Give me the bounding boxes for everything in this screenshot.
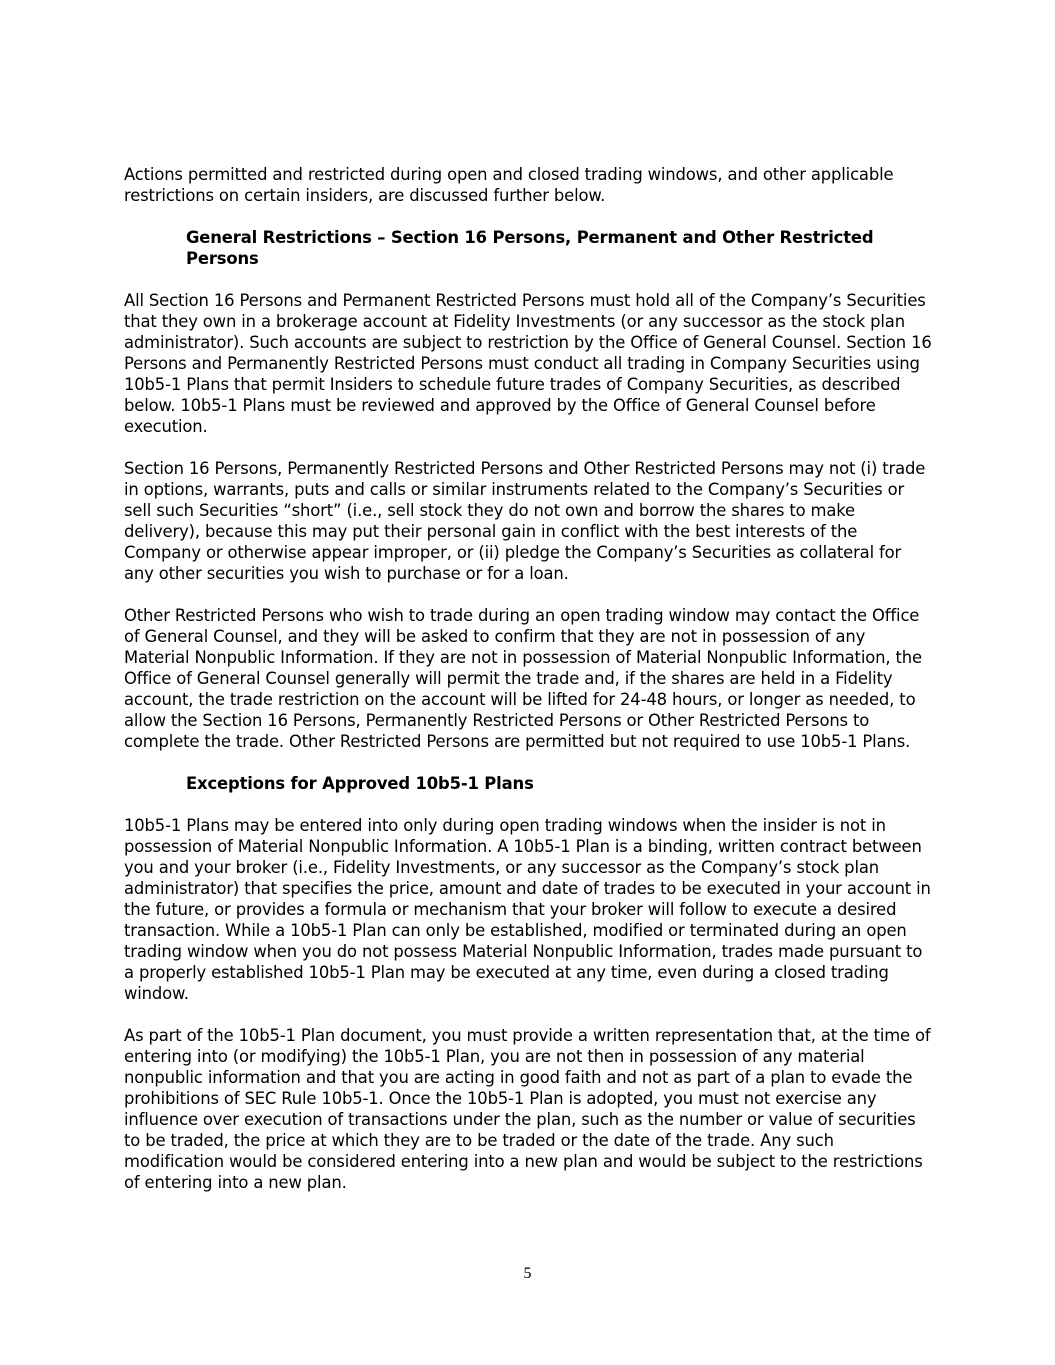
page-number: 5 bbox=[523, 1265, 532, 1282]
paragraph-brokerage-account: All Section 16 Persons and Permanent Restricted Persons must hold all of the Company’s Securities that they own in a brokerage account at Fidelity Investments (or any successor as the stock plan administrator). Such accounts are subject to restriction by the Office of General Counsel. Section 16 Persons and Permanently Restricted Persons must conduct all trading in Company Securities using 10b5-1 Plans that permit Insiders to schedule future trades of Company Securities, as described below. 10b5-1 Plans must be reviewed and approved by the Office of General Counsel before execution. bbox=[124, 291, 932, 436]
spacer bbox=[124, 794, 934, 815]
spacer bbox=[124, 584, 934, 605]
section-heading-general-restrictions: General Restrictions – Section 16 Persons, Permanent and Other Restricted Persons bbox=[186, 228, 874, 268]
paragraph-open-window-trading: Other Restricted Persons who wish to trade during an open trading window may contact the Office of General Counsel, and they will be asked to confirm that they are not in possession of any Material Nonpublic Information. If they are not in possession of Material Nonpublic Information, the Office of General Counsel generally will permit the trade and, if the shares are held in a Fidelity account, the trade restriction on the account will be lifted for 24-48 hours, or longer as needed, to allow the Section 16 Persons, Permanently Restricted Persons or Other Restricted Persons to complete the trade. Other Restricted Persons are permitted but not required to use 10b5-1 Plans. bbox=[124, 606, 922, 751]
spacer bbox=[124, 437, 934, 458]
intro-paragraph: Actions permitted and restricted during open and closed trading windows, and other applicable restrictions on certain insiders, are discussed further below. bbox=[124, 165, 894, 205]
document-body bbox=[124, 164, 934, 1193]
spacer bbox=[124, 206, 934, 227]
spacer bbox=[124, 752, 934, 773]
spacer bbox=[124, 269, 934, 290]
paragraph-prohibited-instruments: Section 16 Persons, Permanently Restricted Persons and Other Restricted Persons may not (i) trade in options, warrants, puts and calls or similar instruments related to the Company’s Securities or sell such Securities “short” (i.e., sell stock they do not own and borrow the shares to make delivery), because this may put their personal gain in conflict with the best interests of the Company or otherwise appear improper, or (ii) pledge the Company’s Securities as collateral for any other securities you wish to purchase or for a loan. bbox=[124, 459, 926, 583]
spacer bbox=[124, 1004, 934, 1025]
paragraph-written-representation: As part of the 10b5-1 Plan document, you must provide a written representation that, at the time of entering into (or modifying) the 10b5-1 Plan, you are not then in possession of any material nonpublic information and that you are acting in good faith and not as part of a plan to evade the prohibitions of SEC Rule 10b5-1. Once the 10b5-1 Plan is adopted, you must not exercise any influence over execution of transactions under the plan, such as the number or value of securities to be traded, the price at which they are to be traded or the date of the trade. Any such modification would be considered entering into a new plan and would be subject to the restrictions of entering into a new plan. bbox=[124, 1026, 931, 1192]
section-heading-10b5-1-exceptions: Exceptions for Approved 10b5-1 Plans bbox=[186, 774, 534, 793]
paragraph-10b5-1-plans: 10b5-1 Plans may be entered into only during open trading windows when the insider is not in possession of Material Nonpublic Information. A 10b5-1 Plan is a binding, written contract between you and your broker (i.e., Fidelity Investments, or any successor as the Company’s stock plan administrator) that specifies the price, amount and date of trades to be executed in your account in the future, or provides a formula or mechanism that your broker will follow to execute a desired transaction. While a 10b5-1 Plan can only be established, modified or terminated during an open trading window when you do not possess Material Nonpublic Information, trades made pursuant to a properly established 10b5-1 Plan may be executed at any time, even during a closed trading window. bbox=[124, 816, 931, 1003]
